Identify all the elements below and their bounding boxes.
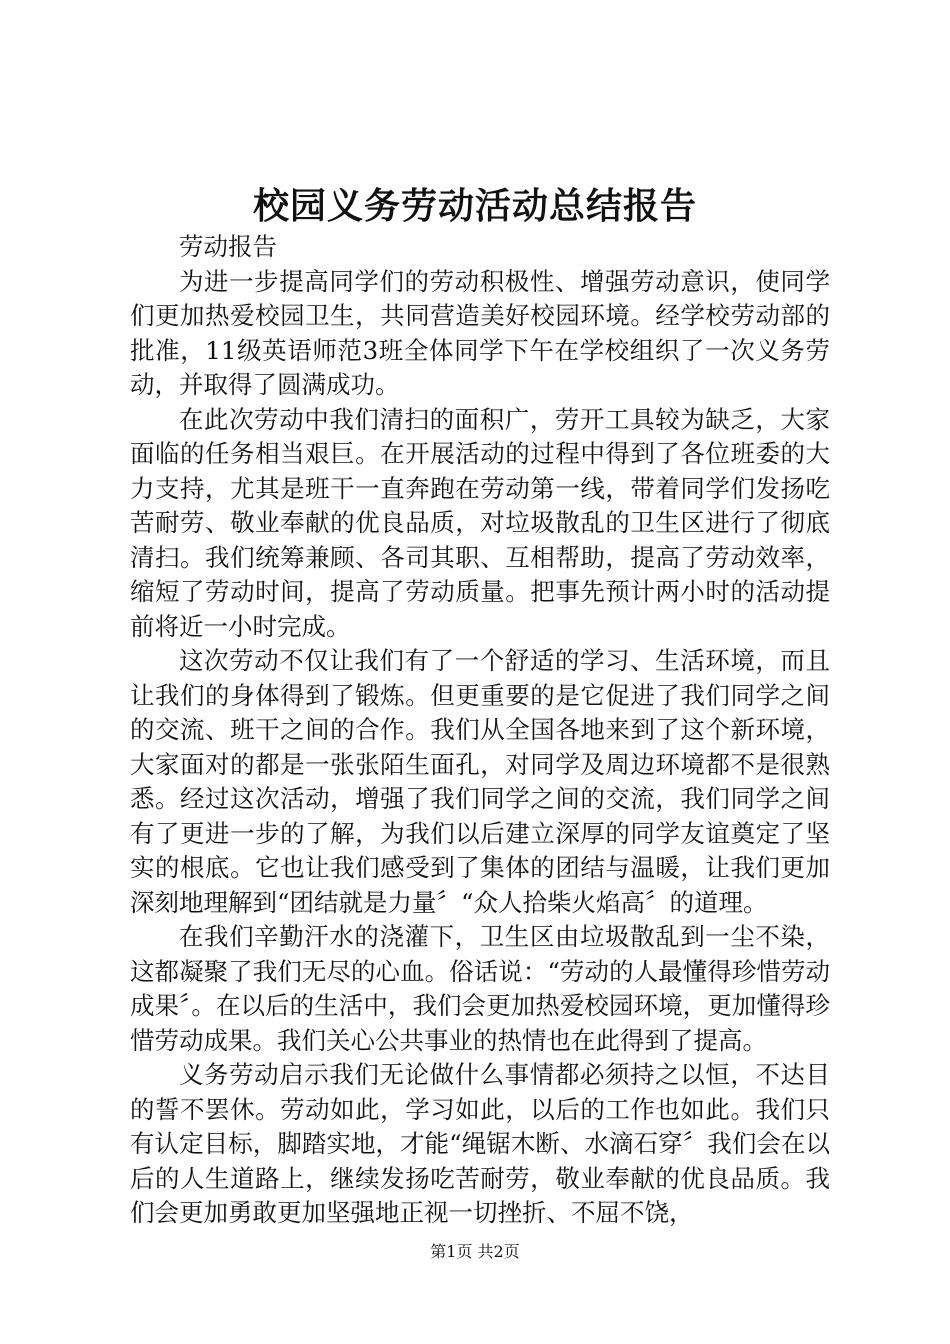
paragraph: 义务劳动启示我们无论做什么事情都必须持之以恒，不达目的誓不罢休。劳动如此，学习如此，以后的工作也如此。我们只有认定目标，脚踏实地，才能“绳锯木断、水滴石穿〞我们会在以后的人生道路上，继续发扬吃苦耐劳，敬业奉献的优良品质。我们会更加勇敢更加坚强地正视一切挫折、不屈不饶， <box>130 1060 830 1227</box>
paragraph: 在此次劳动中我们清扫的面积广，劳开工具较为缺乏，大家面临的任务相当艰巨。在开展活动的过程中得到了各位班委的大力支持，尤其是班干一直奔跑在劳动第一线，带着同学们发扬吃苦耐劳、敬业奉献的优良品质，对垃圾散乱的卫生区进行了彻底清扫。我们统筹兼顾、各司其职、互相帮助，提高了劳动效率，缩短了劳动时间，提高了劳动质量。把事先预计两小时的活动提前将近一小时完成。 <box>130 404 830 641</box>
page-number-footer: 第1页 共2页 <box>430 1242 520 1261</box>
paragraph: 在我们辛勤汗水的浇灌下，卫生区由垃圾散乱到一尘不染，这都凝聚了我们无尽的心血。俗话说：“劳动的人最懂得珍惜劳动成果〞。在以后的生活中，我们会更加热爱校园环境，更加懂得珍惜劳动成果。我们关心公共事业的热情也在此得到了提高。 <box>130 922 830 1055</box>
paragraph: 为进一步提高同学们的劳动积极性、增强劳动意识，使同学们更加热爱校园卫生，共同营造美好校园环境。经学校劳动部的批准，11级英语师范3班全体同学下午在学校组织了一次义务劳动，并取得了圆满成功。 <box>130 266 830 399</box>
document-body <box>130 230 830 1231</box>
paragraph: 这次劳动不仅让我们有了一个舒适的学习、生活环境，而且让我们的身体得到了锻炼。但更重要的是它促进了我们同学之间的交流、班干之间的合作。我们从全国各地来到了这个新环境，大家面对的都是一张张陌生面孔，对同学及周边环境都不是很熟悉。经过这次活动，增强了我们同学之间的交流，我们同学之间有了更进一步的了解，为我们以后建立深厚的同学友谊奠定了坚实的根底。它也让我们感受到了集体的团结与温暖，让我们更加深刻地理解到“团结就是力量〞“众人拾柴火焰高〞的道理。 <box>130 646 830 917</box>
page-title: 校园义务劳动活动总结报告 <box>252 185 697 227</box>
section-subtitle: 劳动报告 <box>179 232 277 261</box>
